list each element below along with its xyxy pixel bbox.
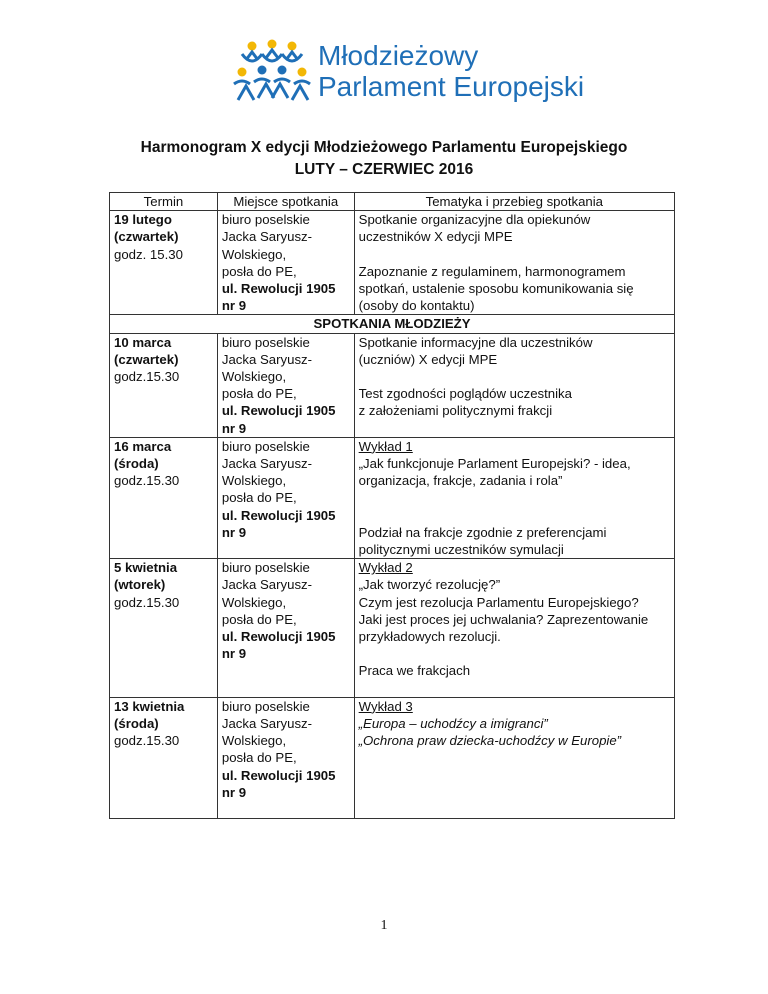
lecture-title: Wykład 3 bbox=[358, 698, 413, 714]
page-number: 1 bbox=[380, 918, 388, 933]
header-tematyka: Tematyka i przebieg spotkania bbox=[354, 193, 674, 211]
topic-line: „Jak funkcjonuje Parlament Europejski? - idea, bbox=[358, 456, 631, 472]
location-line: Jacka Saryusz- bbox=[221, 577, 313, 593]
location-number: nr 9 bbox=[221, 298, 247, 314]
date: 16 marca bbox=[114, 438, 172, 454]
weekday: (czwartek) bbox=[114, 351, 179, 367]
topic-line: przykładowych rezolucji. bbox=[358, 629, 501, 645]
weekday: (wtorek) bbox=[114, 577, 166, 593]
topic-line: „Ochrona praw dziecka-uchodźcy w Europie” bbox=[358, 733, 622, 749]
location-line: Jacka Saryusz- bbox=[221, 716, 313, 732]
location-line: biuro poselskie bbox=[221, 334, 310, 350]
topic-line: Zapoznanie z regulaminem, harmonogramem bbox=[358, 263, 626, 279]
topic-line: organizacja, frakcje, zadania i rola” bbox=[358, 473, 563, 489]
topic-cell bbox=[354, 559, 674, 698]
logo-graphic bbox=[228, 38, 318, 110]
location-street: ul. Rewolucji 1905 bbox=[221, 281, 336, 297]
date: 5 kwietnia bbox=[114, 560, 178, 576]
location-line: biuro poselskie bbox=[221, 698, 310, 714]
location-line: Wolskiego, bbox=[221, 246, 287, 262]
header-miejsce: Miejsce spotkania bbox=[217, 193, 354, 211]
topic-line: Jaki jest proces jej uchwalania? Zaprezentowanie bbox=[358, 611, 649, 627]
document-subtitle: LUTY – CZERWIEC 2016 bbox=[294, 161, 474, 178]
location-line: biuro poselskie bbox=[221, 438, 310, 454]
location-cell bbox=[217, 211, 354, 315]
schedule-table bbox=[109, 192, 675, 819]
topic-cell bbox=[354, 333, 674, 437]
location-line: posła do PE, bbox=[221, 611, 297, 627]
topic-line: politycznymi uczestników symulacji bbox=[358, 542, 564, 558]
lecture-title: Wykład 2 bbox=[358, 560, 413, 576]
lecture-title: Wykład 1 bbox=[358, 438, 413, 454]
section-heading: SPOTKANIA MŁODZIEŻY bbox=[110, 315, 675, 333]
header-termin: Termin bbox=[110, 193, 218, 211]
location-cell bbox=[217, 697, 354, 818]
topic-line: z założeniami politycznymi frakcji bbox=[358, 403, 553, 419]
location-street: ul. Rewolucji 1905 bbox=[221, 403, 336, 419]
location-line: biuro poselskie bbox=[221, 212, 310, 228]
topic-line: spotkań, ustalenie sposobu komunikowania się bbox=[358, 281, 634, 296]
weekday: (środa) bbox=[114, 716, 159, 732]
topic-line: Praca we frakcjach bbox=[358, 663, 471, 679]
time: godz.15.30 bbox=[114, 594, 180, 610]
date-cell bbox=[110, 333, 218, 437]
table-row bbox=[110, 211, 675, 315]
location-cell bbox=[217, 437, 354, 558]
location-number: nr 9 bbox=[221, 420, 247, 436]
topic-line: (uczniów) X edycji MPE bbox=[358, 351, 498, 367]
topic-line: Podział na frakcje zgodnie z preferencjami bbox=[358, 524, 607, 540]
location-line: biuro poselskie bbox=[221, 560, 310, 576]
location-street: ul. Rewolucji 1905 bbox=[221, 767, 336, 783]
topic-line: Spotkanie organizacyjne dla opiekunów bbox=[358, 212, 591, 228]
date-cell bbox=[110, 437, 218, 558]
date: 19 lutego bbox=[114, 212, 172, 228]
topic-line: Czym jest rezolucja Parlamentu Europejskiego? bbox=[358, 594, 639, 610]
topic-line: (osoby do kontaktu) bbox=[358, 298, 475, 314]
location-number: nr 9 bbox=[221, 646, 247, 662]
time: godz.15.30 bbox=[114, 369, 180, 385]
topic-line: Spotkanie informacyjne dla uczestników bbox=[358, 334, 593, 350]
date: 10 marca bbox=[114, 334, 172, 350]
topic-line: Test zgodności poglądów uczestnika bbox=[358, 386, 572, 402]
table-row bbox=[110, 697, 675, 818]
location-line: Wolskiego, bbox=[221, 369, 287, 385]
table-row bbox=[110, 333, 675, 437]
location-street: ul. Rewolucji 1905 bbox=[221, 629, 336, 645]
table-row bbox=[110, 559, 675, 698]
section-row bbox=[110, 315, 675, 333]
location-line: posła do PE, bbox=[221, 386, 297, 402]
logo-line-2: Parlament Europejski bbox=[318, 71, 585, 102]
topic-line: uczestników X edycji MPE bbox=[358, 229, 513, 245]
topic-cell bbox=[354, 211, 674, 315]
topic-cell bbox=[354, 697, 674, 818]
weekday: (czwartek) bbox=[114, 229, 179, 245]
table-header-row bbox=[110, 193, 675, 211]
location-street: ul. Rewolucji 1905 bbox=[221, 507, 336, 523]
logo-line-1: Młodzieżowy bbox=[318, 40, 479, 71]
time: godz.15.30 bbox=[114, 733, 180, 749]
topic-line: „Jak tworzyć rezolucję?” bbox=[358, 577, 501, 593]
location-line: Jacka Saryusz- bbox=[221, 351, 313, 367]
date-cell bbox=[110, 211, 218, 315]
location-line: posła do PE, bbox=[221, 490, 297, 506]
weekday: (środa) bbox=[114, 456, 159, 472]
date-cell bbox=[110, 697, 218, 818]
location-cell bbox=[217, 559, 354, 698]
date: 13 kwietnia bbox=[114, 698, 185, 714]
time: godz. 15.30 bbox=[114, 246, 183, 262]
date-cell bbox=[110, 559, 218, 698]
topic-cell bbox=[354, 437, 674, 558]
logo-people-icon bbox=[234, 40, 310, 101]
location-line: posła do PE, bbox=[221, 263, 297, 279]
location-line: posła do PE, bbox=[221, 750, 297, 766]
location-line: Wolskiego, bbox=[221, 473, 287, 489]
time: godz.15.30 bbox=[114, 473, 180, 489]
location-line: Wolskiego, bbox=[221, 594, 287, 610]
location-line: Jacka Saryusz- bbox=[221, 229, 313, 245]
topic-line: „Europa – uchodźcy a imigranci” bbox=[358, 716, 548, 732]
location-number: nr 9 bbox=[221, 784, 247, 800]
location-line: Wolskiego, bbox=[221, 733, 287, 749]
document-title: Harmonogram X edycji Młodzieżowego Parlamentu Europejskiego bbox=[140, 139, 628, 156]
location-line: Jacka Saryusz- bbox=[221, 456, 313, 472]
logo-text bbox=[318, 40, 584, 102]
location-number: nr 9 bbox=[221, 524, 247, 540]
location-cell bbox=[217, 333, 354, 437]
table-row bbox=[110, 437, 675, 558]
